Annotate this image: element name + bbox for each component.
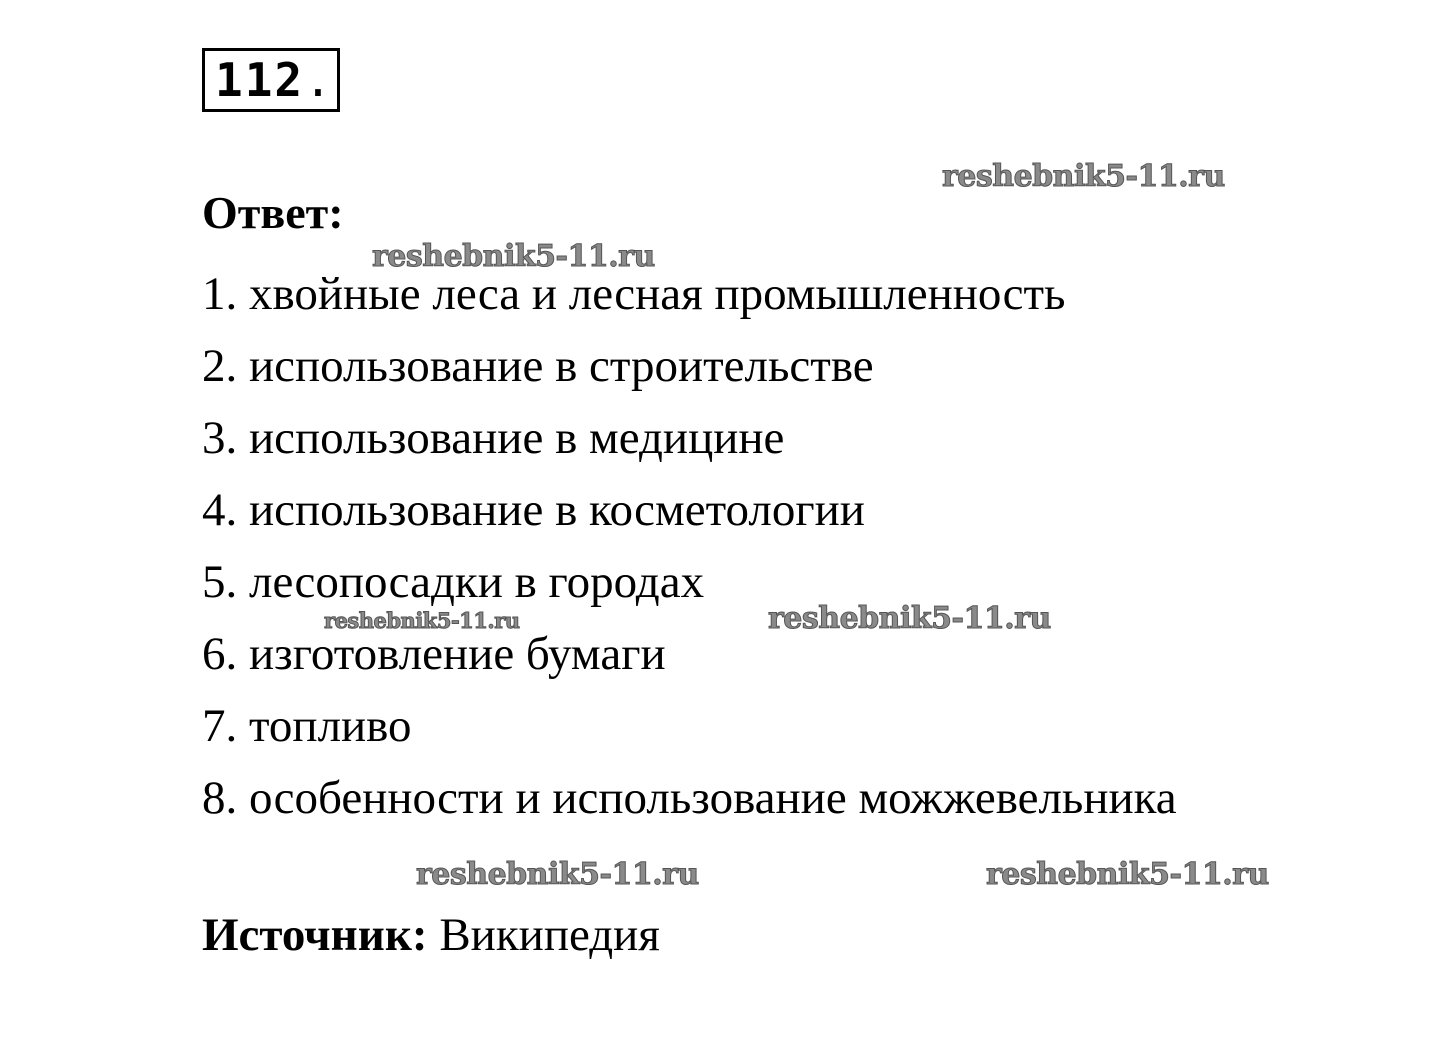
watermark: reshebnik5-11.ru bbox=[324, 608, 520, 633]
answer-item-index: 6. bbox=[202, 628, 238, 680]
answer-item-index: 8. bbox=[202, 772, 238, 824]
answer-item bbox=[202, 338, 1177, 410]
answer-item-text: топливо bbox=[249, 700, 412, 752]
answer-item-text: использование в строительстве bbox=[249, 340, 874, 392]
watermark: reshebnik5-11.ru bbox=[986, 857, 1269, 892]
source-label: Источник: bbox=[202, 909, 428, 961]
answer-item bbox=[202, 266, 1177, 338]
answer-item-text: особенности и использование можжевельника bbox=[249, 772, 1177, 824]
answer-item-text: лесопосадки в городах bbox=[249, 556, 705, 608]
answer-item-text: изготовление бумаги bbox=[249, 628, 666, 680]
watermark: reshebnik5-11.ru bbox=[942, 159, 1225, 194]
answer-list bbox=[202, 266, 1177, 842]
answer-item-text: использование в медицине bbox=[249, 412, 785, 464]
watermark: reshebnik5-11.ru bbox=[416, 857, 699, 892]
answer-item bbox=[202, 482, 1177, 554]
answer-item-index: 2. bbox=[202, 340, 238, 392]
answer-item-index: 3. bbox=[202, 412, 238, 464]
answer-item-index: 5. bbox=[202, 556, 238, 608]
answer-item bbox=[202, 698, 1177, 770]
answer-item bbox=[202, 410, 1177, 482]
answer-item bbox=[202, 554, 1177, 626]
answer-item-index: 7. bbox=[202, 700, 238, 752]
watermark: reshebnik5-11.ru bbox=[372, 239, 655, 274]
source-value: Википедия bbox=[439, 909, 660, 961]
task-number-box bbox=[202, 48, 340, 112]
answer-item-index: 4. bbox=[202, 484, 238, 536]
source-line bbox=[202, 909, 660, 961]
answer-item-text: использование в косметологии bbox=[249, 484, 865, 536]
answer-item-text: хвойные леса и лесная промышленность bbox=[249, 268, 1066, 320]
task-number-dot: . bbox=[304, 53, 334, 107]
answer-heading: Ответ: bbox=[202, 187, 344, 238]
task-number: 112 bbox=[215, 53, 305, 107]
answer-item bbox=[202, 626, 1177, 698]
watermark: reshebnik5-11.ru bbox=[768, 601, 1051, 636]
answer-item-index: 1. bbox=[202, 268, 238, 320]
answer-item bbox=[202, 770, 1177, 842]
